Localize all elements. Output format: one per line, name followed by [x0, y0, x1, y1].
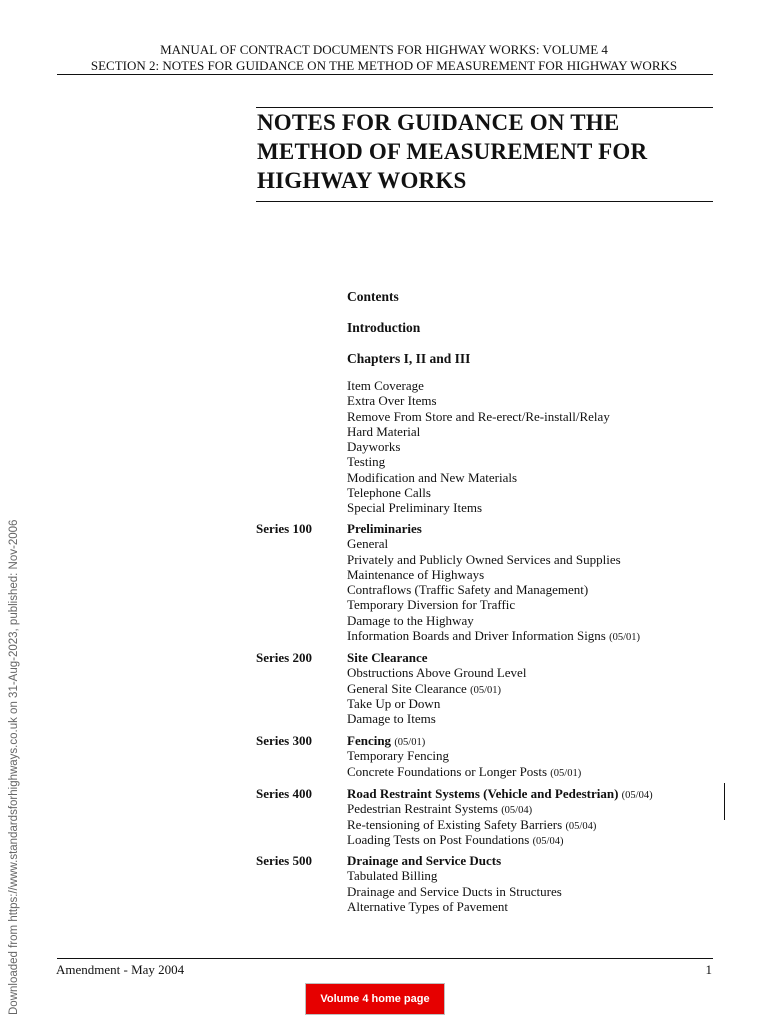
series-item: Re-tensioning of Existing Safety Barriers (05/04) [347, 816, 597, 832]
series-item: Concrete Foundations or Longer Posts (05/01) [347, 763, 582, 779]
chapter-item: Telephone Calls [347, 485, 431, 501]
series-label: Series 100 [256, 521, 312, 536]
chapter-item: Special Preliminary Items [347, 500, 483, 516]
series-item: Privately and Publicly Owned Services and Supplies [347, 551, 621, 567]
amendment-tag: (05/04) [621, 790, 653, 801]
chapter-item: Item Coverage [347, 378, 424, 393]
series-title: Fencing (05/01) [347, 733, 426, 748]
footer-divider [57, 958, 713, 959]
series-item: Take Up or Down [347, 695, 441, 711]
amendment-tag: (05/04) [501, 805, 533, 817]
download-watermark: Downloaded from https://www.standardsforhighways.co.uk on 31-Aug-2023, published: Nov-2006 [8, 519, 20, 1015]
chapter-item: Extra Over Items [347, 393, 437, 409]
chapters-list [347, 378, 610, 516]
amendment-tag: (05/04) [565, 820, 597, 832]
series-item: Information Boards and Driver Information Signs (05/01) [347, 628, 641, 644]
amendment-tag: (05/01) [609, 632, 641, 644]
series-item: Drainage and Service Ducts in Structures [347, 883, 562, 899]
series-title: Drainage and Service Ducts [347, 853, 502, 868]
running-header-line1: MANUAL OF CONTRACT DOCUMENTS FOR HIGHWAY WORKS: VOLUME 4 [160, 42, 608, 57]
series-label: Series 300 [256, 733, 312, 748]
contents-heading: Contents [347, 289, 399, 304]
series-item: Obstructions Above Ground Level [347, 665, 527, 681]
series-item: Pedestrian Restraint Systems (05/04) [347, 801, 533, 817]
chapters-heading: Chapters I, II and III [347, 351, 471, 366]
chapter-item: Testing [347, 454, 386, 470]
series-item: Alternative Types of Pavement [347, 898, 508, 914]
title-line-3: HIGHWAY WORKS [257, 168, 467, 193]
amendment-tag: (05/01) [550, 767, 582, 779]
header-divider [57, 74, 713, 75]
series-item: Damage to the Highway [347, 612, 474, 628]
series-title: Site Clearance [347, 650, 428, 665]
amendment-tag: (05/04) [532, 835, 564, 847]
series-title: Preliminaries [347, 521, 422, 536]
chapter-item: Remove From Store and Re-erect/Re-install/Relay [347, 408, 610, 424]
amendment-tag: (05/01) [470, 684, 501, 696]
series-item: General [347, 536, 389, 552]
page-number: 1 [705, 962, 712, 977]
series-item: General Site Clearance (05/01) [347, 680, 501, 696]
chapter-item: Modification and New Materials [347, 469, 518, 485]
running-header-line2: SECTION 2: NOTES FOR GUIDANCE ON THE METHOD OF MEASUREMENT FOR HIGHWAY WORKS [90, 58, 678, 73]
volume-home-page-button[interactable]: Volume 4 home page [305, 983, 445, 1015]
series-title: Road Restraint Systems (Vehicle and Pedestrian) (05/04) [347, 786, 653, 801]
title-line-2: METHOD OF MEASUREMENT FOR [257, 139, 648, 164]
series-item: Tabulated Billing [347, 868, 438, 884]
series-label: Series 500 [256, 853, 312, 868]
series-item: Damage to Items [347, 711, 436, 727]
series-item: Temporary Fencing [347, 748, 449, 764]
series-label: Series 200 [256, 650, 312, 665]
series-item: Temporary Diversion for Traffic [347, 597, 516, 613]
introduction-heading: Introduction [347, 320, 421, 335]
chapter-item: Dayworks [347, 439, 401, 455]
chapter-item: Hard Material [347, 423, 421, 439]
amendment-tag: (05/01) [394, 737, 426, 748]
title-bottom-rule [256, 201, 713, 202]
series-item: Contraflows (Traffic Safety and Management) [347, 582, 589, 598]
series-label: Series 400 [256, 786, 312, 801]
footer-amendment: Amendment - May 2004 [56, 962, 185, 977]
title-line-1: NOTES FOR GUIDANCE ON THE [257, 110, 620, 135]
series-item: Maintenance of Highways [347, 566, 485, 582]
series-item: Loading Tests on Post Foundations (05/04) [347, 831, 564, 847]
change-bar [724, 783, 725, 820]
document-title [257, 108, 713, 195]
